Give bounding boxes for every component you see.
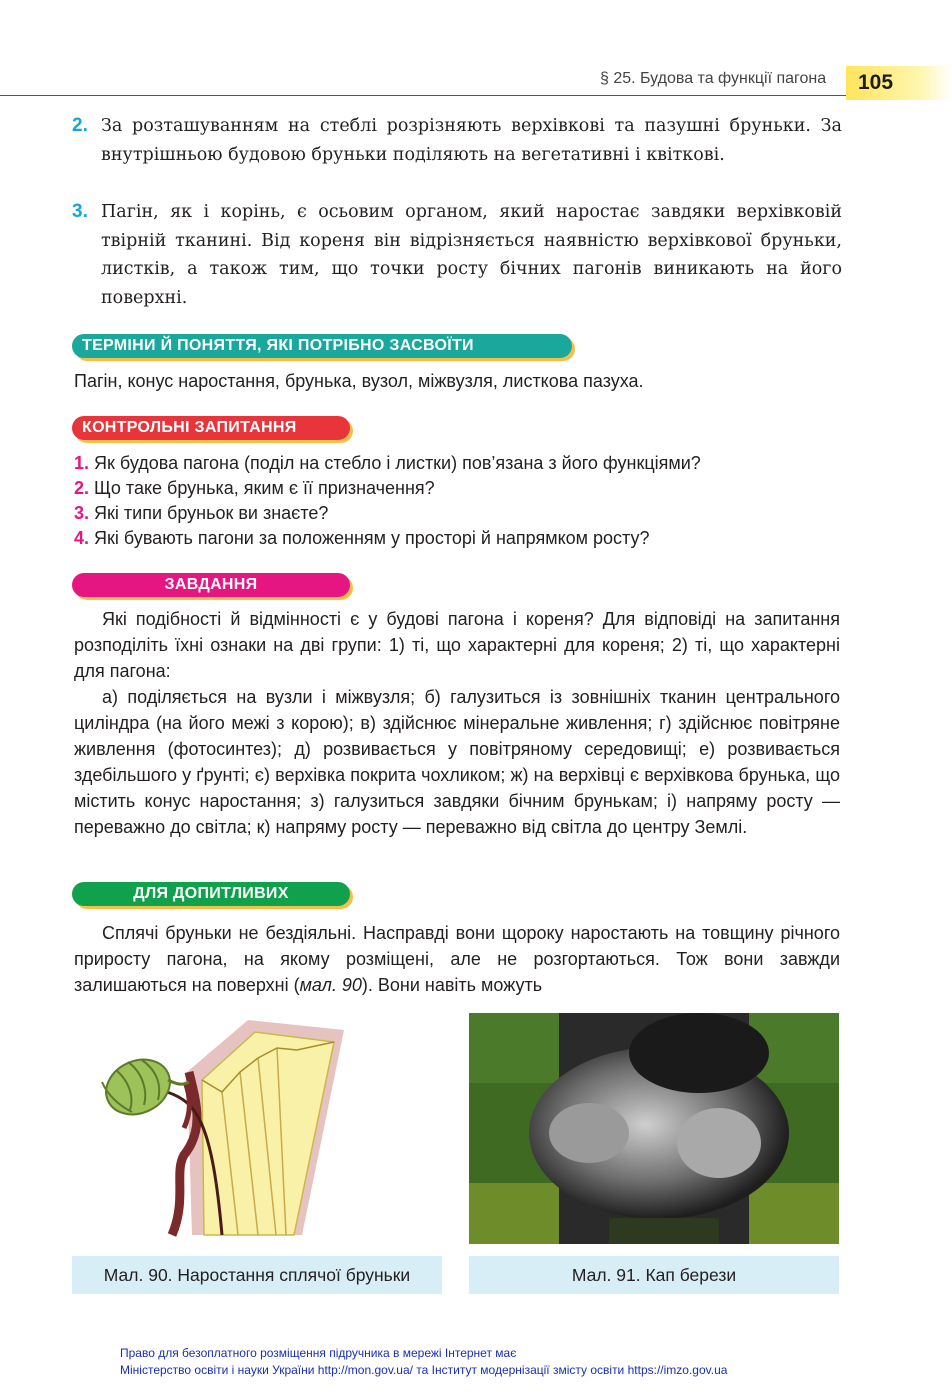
questions-heading: КОНТРОЛЬНІ ЗАПИТАННЯ [72, 416, 350, 440]
curious-heading: ДЛЯ ДОПИТЛИВИХ [72, 882, 350, 906]
task-paragraph-1: Які подібності й відмінності є у будові пагона і кореня? Для відповіді на запитання розподіліть їхні ознаки на дві групи: 1) ті, що характерні для кореня; 2) ті, що характерні для пагона: [74, 609, 840, 681]
summary-item-3 [72, 198, 842, 312]
item-text: Пагін, як і корінь, є осьовим органом, який наростає завдяки верхівковій твірній тканині. Від кореня він відрізняється наявністю верхівкової бруньки, листків, а також тим, що точки росту бічних пагонів виникають на його поверхні. [101, 202, 842, 308]
question-item: 4. Які бувають пагони за положенням у просторі й напрямком росту? [74, 528, 650, 548]
birch-burl-photo [469, 1013, 839, 1244]
page-number-tab [846, 66, 952, 100]
question-item: 3. Які типи бруньок ви знаєте? [74, 503, 329, 523]
terms-heading: ТЕРМІНИ Й ПОНЯТТЯ, ЯКІ ПОТРІБНО ЗАСВОЇТИ [72, 334, 572, 358]
task-heading: ЗАВДАННЯ [72, 573, 350, 597]
figure-reference: мал. 90 [299, 975, 362, 995]
dormant-bud-illustration [72, 1010, 442, 1242]
terms-text: Пагін, конус наростання, брунька, вузол, міжвузля, листкова пазуха. [74, 371, 644, 391]
item-number: 3. [72, 201, 88, 222]
running-header: § 25. Будова та функції пагона [600, 70, 827, 87]
summary-item-2 [72, 112, 842, 169]
question-item: 2. Що таке брунька, яким є її призначення? [74, 478, 435, 498]
header-divider [0, 95, 846, 96]
curious-paragraph: Сплячі бруньки не бездіяльні. Насправді вони щороку наростають на товщину річного приросту пагона, на якому розміщені, але не розгортаються. Тож вони завжди залишаються на поверхні (мал. 90). Вони навіть можуть [74, 923, 840, 995]
page-number: 105 [858, 71, 894, 94]
footer-line-1: Право для безоплатного розміщення підручника в мережі Інтернет має [120, 1346, 517, 1360]
item-text: За розташуванням на стеблі розрізняють верхівкові та пазушні бруньки. За внутрішньою будовою бруньки поділяють на вегетативні і квіткові. [101, 116, 842, 165]
figure-91-caption: Мал. 91. Кап берези [469, 1256, 839, 1294]
footer-line-2: Міністерство освіти і науки України http://mon.gov.ua/ та Інститут модернізації змісту освіти https://imzo.gov.ua [120, 1363, 728, 1377]
item-number: 2. [72, 115, 88, 136]
question-item: 1. Як будова пагона (поділ на стебло і листки) пов’язана з його функціями? [74, 453, 701, 473]
task-paragraph-2: а) поділяється на вузли і міжвузля; б) галузиться із зовнішніх тканин центрального циліндра (на його межі з корою); в) здійснює мінеральне живлення; г) здійснює повітряне живлення (фотосинтез); д) розвивається у повітряному середовищі; е) розвивається здебільшого у ґрунті; є) верхівка покрита чохликом; ж) на верхівці є верхівкова брунька, що містить конус наростання; з) галузиться завдяки бічним брунькам; і) напряму росту — переважно до світла; к) напряму росту — переважно від світла до центру Землі. [74, 687, 840, 837]
figure-90-caption: Мал. 90. Наростання сплячої бруньки [72, 1256, 442, 1294]
